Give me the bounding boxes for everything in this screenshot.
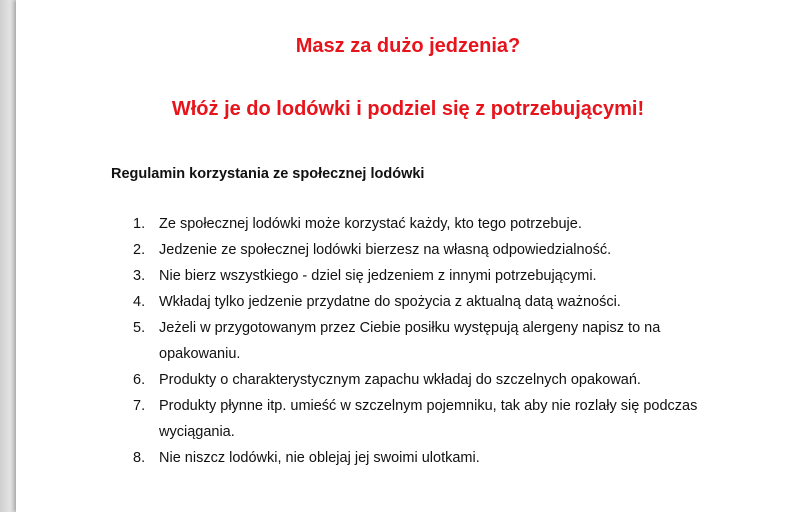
rule-item <box>111 211 711 237</box>
headline-question: Masz za dużo jedzenia? <box>295 35 521 57</box>
rule-text: Produkty płynne itp. umieść w szczelnym pojemniku, tak aby nie rozlały się podczas wyciągania. <box>159 398 698 440</box>
document-page <box>16 0 800 512</box>
rule-text: Wkładaj tylko jedzenie przydatne do spożycia z aktualną datą ważności. <box>159 294 621 310</box>
rule-number: 4. <box>133 294 146 310</box>
rule-number: 5. <box>133 320 146 336</box>
rule-item <box>111 445 711 471</box>
rule-text: Jeżeli w przygotowanym przez Ciebie posiłku występują alergeny napisz to na opakowaniu. <box>159 320 661 362</box>
rules-title: Regulamin korzystania ze społecznej lodówki <box>111 166 425 182</box>
rule-number: 3. <box>133 268 146 284</box>
rule-item <box>111 263 711 289</box>
rule-text: Nie bierz wszystkiego - dziel się jedzeniem z innymi potrzebującymi. <box>159 268 597 284</box>
rule-number: 2. <box>133 242 146 258</box>
rule-number: 8. <box>133 450 146 466</box>
rules-list <box>111 211 711 471</box>
rule-item <box>111 315 711 367</box>
rule-item <box>111 237 711 263</box>
rule-text: Nie niszcz lodówki, nie oblejaj jej swoimi ulotkami. <box>159 450 480 466</box>
rule-item <box>111 289 711 315</box>
rule-text: Jedzenie ze społecznej lodówki bierzesz na własną odpowiedzialność. <box>159 242 612 258</box>
rule-item <box>111 367 711 393</box>
headline-call-to-action: Włóż je do lodówki i podziel się z potrzebującymi! <box>171 98 645 120</box>
rule-text: Ze społecznej lodówki może korzystać każdy, kto tego potrzebuje. <box>159 216 582 232</box>
rule-number: 7. <box>133 398 146 414</box>
rule-item <box>111 393 711 445</box>
rule-number: 1. <box>133 216 146 232</box>
rule-text: Produkty o charakterystycznym zapachu wkładaj do szczelnych opakowań. <box>159 372 641 388</box>
rule-number: 6. <box>133 372 146 388</box>
